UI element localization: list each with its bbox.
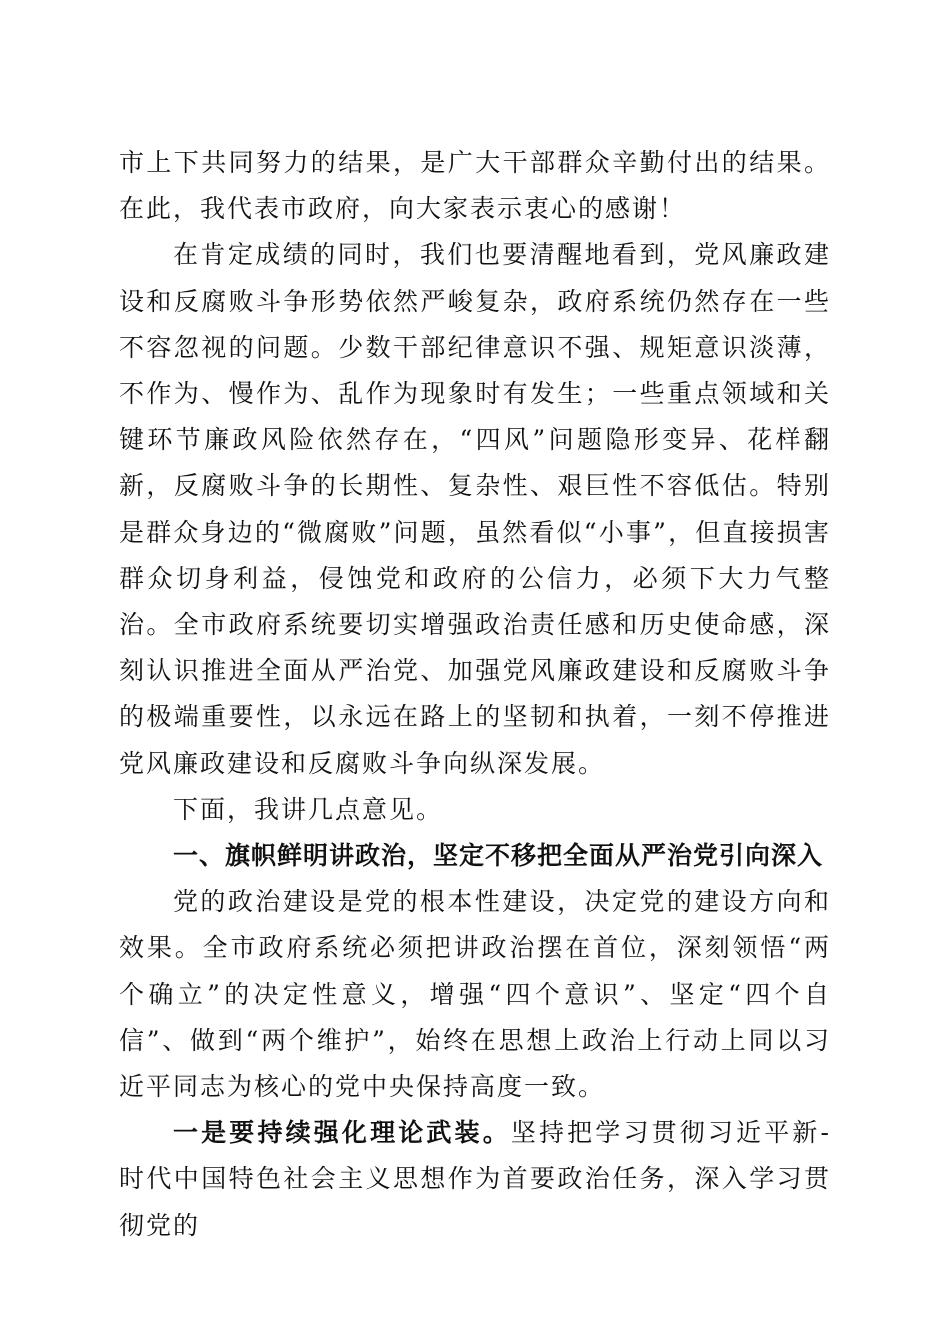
document-body — [119, 140, 831, 1249]
paragraph-transition: 下面，我讲几点意见。 — [173, 794, 444, 824]
paragraph-theory-text: 坚持把学习贯彻习近平新-时代中国特色社会主义思想作为首要政治任务，深入学习贯彻党的 — [119, 1118, 831, 1240]
paragraph-theory — [119, 1110, 831, 1249]
paragraph-lead: 一是要持续强化理论武装。 — [173, 1118, 511, 1148]
section-heading-1: 一、旗帜鲜明讲政治，坚定不移把全面从严治党引向深入 — [173, 841, 824, 871]
paragraph-continuation: 市上下共同努力的结果，是广大干部群众辛勤付出的结果。在此，我代表市政府，向大家表示衷心的感谢！ — [119, 148, 831, 224]
paragraph-situation: 在肯定成绩的同时，我们也要清醒地看到，党风廉政建设和反腐败斗争形势依然严峻复杂，政府系统仍然存在一些不容忽视的问题。少数干部纪律意识不强、规矩意识淡薄，不作为、慢作为、乱作为现象时有发生；一些重点领域和关键环节廉政风险依然存在，“四风”问题隐形变异、花样翻新，反腐败斗争的长期性、复杂性、艰巨性不容低估。特别是群众身边的“微腐败”问题，虽然看似“小事”，但直接损害群众切身利益，侵蚀党和政府的公信力，必须下大力气整治。全市政府系统要切实增强政治责任感和历史使命感，深刻认识推进全面从严治党、加强党风廉政建设和反腐败斗争的极端重要性，以永远在路上的坚韧和执着，一刻不停推进党风廉政建设和反腐败斗争向纵深发展。 — [119, 240, 831, 778]
paragraph-political-building: 党的政治建设是党的根本性建设，决定党的建设方向和效果。全市政府系统必须把讲政治摆在首位，深刻领悟“两个确立”的决定性意义，增强“四个意识”、坚定“四个自信”、做到“两个维护”，始终在思想上政治上行动上同以习近平同志为核心的党中央保持高度一致。 — [119, 887, 832, 1102]
